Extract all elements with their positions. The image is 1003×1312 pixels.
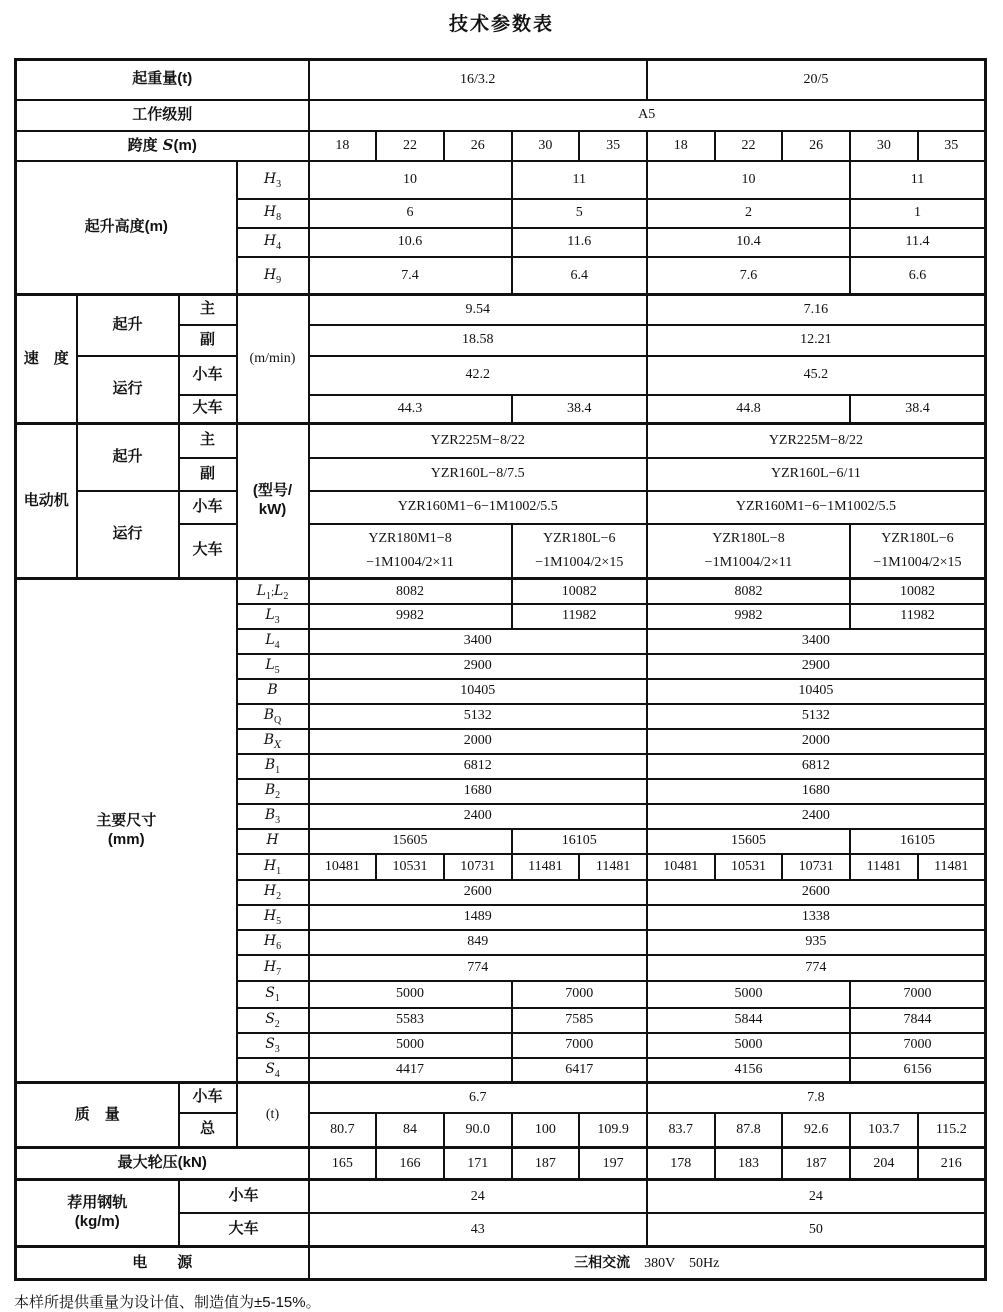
dim-cell: 2900 <box>309 654 647 679</box>
dim-subscript: 3 <box>274 615 280 627</box>
dim-subscript: 1 <box>276 865 282 877</box>
rail-sub-label: 小车 <box>179 1180 309 1213</box>
dim-cell: 5000 <box>647 981 850 1008</box>
dims-label-line1: 主要尺寸 <box>96 811 157 829</box>
dim-cell: 774 <box>309 955 647 981</box>
dim-cell: 7000 <box>512 1033 647 1058</box>
dim-symbol: H <box>263 933 277 950</box>
motor-sub-label: 主 <box>179 424 237 458</box>
dim-subscript: 4 <box>274 1068 280 1080</box>
dim-sub-label <box>237 930 309 955</box>
dim-subscript: 3 <box>274 1044 280 1056</box>
dim-cell: 7585 <box>512 1008 647 1033</box>
dim-cell: 11982 <box>850 604 985 629</box>
dim-symbol: B <box>263 707 275 724</box>
motor-model-line: −1M1004/2×11 <box>704 554 793 570</box>
height-cell: 1 <box>850 199 985 228</box>
dim-symbol: B <box>267 682 278 699</box>
height-cell: 2 <box>647 199 850 228</box>
dim-symbol: H <box>263 233 277 250</box>
speed-sub-label: 大车 <box>179 395 237 424</box>
span-cell: 35 <box>918 131 986 161</box>
mass-cell: 115.2 <box>918 1113 986 1148</box>
dim-subscript: 1 <box>274 993 280 1005</box>
dim-cell: 11481 <box>579 854 647 880</box>
motor-model-line: −1M1004/2×11 <box>366 554 454 570</box>
height-cell: 10.6 <box>309 228 512 257</box>
dim-cell: 6156 <box>850 1058 985 1083</box>
dim-cell: 10405 <box>647 679 985 704</box>
dim-cell: 10082 <box>850 579 985 604</box>
dims-label-line2: (mm) <box>107 830 145 848</box>
dim-symbol: L <box>274 582 284 599</box>
motor-cell: YZR225M−8/22 <box>647 424 985 458</box>
motor-cell: YZR160M1−6−1M1002/5.5 <box>647 491 985 524</box>
rail-cell: 24 <box>647 1180 985 1213</box>
dim-symbol: L <box>265 607 275 624</box>
wheel-load-cell: 171 <box>444 1148 512 1180</box>
dim-cell: 2400 <box>647 804 985 829</box>
motor-section-label: 电动机 <box>16 424 77 579</box>
dim-cell: 5000 <box>309 981 512 1008</box>
motor-model-line: YZR180M1−8 <box>368 530 452 546</box>
dim-subscript: 5 <box>274 665 280 677</box>
dim-sub-label <box>237 905 309 930</box>
span-unit: (m) <box>173 136 197 154</box>
dim-cell: 3400 <box>647 629 985 654</box>
wheel-load-cell: 187 <box>512 1148 580 1180</box>
dim-sub-label <box>237 754 309 779</box>
span-cell: 22 <box>376 131 444 161</box>
height-cell: 5 <box>512 199 647 228</box>
speed-cell: 42.2 <box>309 356 647 395</box>
mass-cell: 90.0 <box>444 1113 512 1148</box>
dim-cell: 10531 <box>376 854 444 880</box>
dim-symbol: H <box>263 170 277 187</box>
speed-cell: 12.21 <box>647 325 985 356</box>
dim-subscript: 4 <box>276 241 282 253</box>
dim-subscript: 5 <box>276 916 282 928</box>
height-cell: 7.4 <box>309 257 512 295</box>
dim-cell: 2900 <box>647 654 985 679</box>
speed-unit: (m/min) <box>237 295 309 424</box>
dim-sub-label <box>237 854 309 880</box>
dim-cell: 7000 <box>850 981 985 1008</box>
mass-unit: (t) <box>237 1083 309 1148</box>
speed-cell: 44.3 <box>309 395 512 424</box>
motor-model-line: −1M1004/2×15 <box>873 554 962 570</box>
rail-label-line2: (kg/m) <box>74 1213 120 1230</box>
motor-sub-label: 小车 <box>179 491 237 524</box>
speed-cell: 38.4 <box>512 395 647 424</box>
motor-unit-line1: (型号/ <box>252 482 293 500</box>
dim-subscript: 1 <box>275 765 281 777</box>
spec-table <box>14 58 987 1281</box>
motor-cell <box>309 524 512 579</box>
dim-cell: 1680 <box>309 779 647 804</box>
dim-cell: 1680 <box>647 779 985 804</box>
mass-cell: 100 <box>512 1113 580 1148</box>
dim-cell: 11982 <box>512 604 647 629</box>
wheel-load-cell: 187 <box>782 1148 850 1180</box>
motor-model-line: YZR180L−8 <box>712 530 785 546</box>
dim-sub-label <box>237 1008 309 1033</box>
dim-cell: 2600 <box>647 880 985 905</box>
dim-cell: 5583 <box>309 1008 512 1033</box>
dim-sub-label <box>237 1033 309 1058</box>
rail-cell: 24 <box>309 1180 647 1213</box>
height-cell: 7.6 <box>647 257 850 295</box>
page-title: 技术参数表 <box>448 14 554 35</box>
rail-section-label <box>16 1180 179 1247</box>
dim-subscript: 3 <box>275 815 281 827</box>
span-label-text: 跨度 <box>127 136 158 154</box>
mass-cell: 7.8 <box>647 1083 985 1113</box>
speed-cell: 7.16 <box>647 295 985 325</box>
motor-model-line: YZR180L−6 <box>543 530 616 546</box>
dim-cell: 9982 <box>309 604 512 629</box>
dim-symbol: S <box>265 1011 275 1028</box>
dim-subscript: 3 <box>276 178 282 190</box>
span-symbol: S <box>162 135 174 154</box>
dim-symbol: B <box>264 782 276 799</box>
dim-subscript: 9 <box>276 274 282 286</box>
height-cell: 11 <box>512 161 647 199</box>
height-cell: 11 <box>850 161 985 199</box>
wheel-load-cell: 204 <box>850 1148 918 1180</box>
dim-symbol: S <box>265 985 275 1002</box>
motor-cell <box>850 524 985 579</box>
speed-section-label: 速 度 <box>16 295 77 424</box>
dim-symbol: H <box>263 908 277 925</box>
height-cell: 6.4 <box>512 257 647 295</box>
dim-cell: 5844 <box>647 1008 850 1033</box>
dim-subscript: 1 <box>265 590 271 602</box>
dim-subscript: 6 <box>276 941 282 953</box>
duty-class-label: 工作级别 <box>16 100 309 131</box>
dim-cell: 6812 <box>647 754 985 779</box>
mass-cell: 84 <box>376 1113 444 1148</box>
dim-cell: 5000 <box>647 1033 850 1058</box>
height-cell: 11.6 <box>512 228 647 257</box>
motor-model-line: −1M1004/2×15 <box>535 554 624 570</box>
dim-symbol: H <box>263 958 277 975</box>
speed-cell: 9.54 <box>309 295 647 325</box>
dim-sub-label <box>237 604 309 629</box>
dim-cell: 11481 <box>918 854 986 880</box>
capacity-label: 起重量(t) <box>16 60 309 100</box>
motor-cell: YZR160M1−6−1M1002/5.5 <box>309 491 647 524</box>
dim-sub-label <box>237 704 309 729</box>
dim-subscript: 2 <box>274 1019 280 1031</box>
dim-cell: 7000 <box>850 1033 985 1058</box>
speed-sub-label: 副 <box>179 325 237 356</box>
dim-sub-label <box>237 1058 309 1083</box>
dim-cell: 4156 <box>647 1058 850 1083</box>
span-cell: 18 <box>647 131 715 161</box>
dim-symbol: B <box>263 732 275 749</box>
dim-subscript: 2 <box>276 891 282 903</box>
mass-cell: 109.9 <box>579 1113 647 1148</box>
motor-sub-label: 副 <box>179 458 237 491</box>
motor-unit-line2: kW) <box>258 501 287 518</box>
dim-symbol: H <box>263 857 277 874</box>
wheel-load-cell: 178 <box>647 1148 715 1180</box>
dim-cell: 10405 <box>309 679 647 704</box>
motor-model-line: YZR180L−6 <box>881 530 954 546</box>
motor-cell: YZR225M−8/22 <box>309 424 647 458</box>
speed-cell: 45.2 <box>647 356 985 395</box>
dim-cell: 10481 <box>309 854 377 880</box>
dim-sub-label <box>237 955 309 981</box>
dim-cell: 10481 <box>647 854 715 880</box>
dim-symbol: H <box>263 266 277 283</box>
height-section-label: 起升高度(m) <box>16 161 237 295</box>
dim-cell: 11481 <box>512 854 580 880</box>
dim-sub-label <box>237 228 309 257</box>
dim-cell: 11481 <box>850 854 918 880</box>
dim-sub-label <box>237 199 309 228</box>
dim-symbol: H <box>263 883 277 900</box>
height-cell: 6.6 <box>850 257 985 295</box>
dim-sub-label <box>237 880 309 905</box>
dim-sub-label <box>237 804 309 829</box>
dim-cell: 849 <box>309 930 647 955</box>
dim-cell: 15605 <box>309 829 512 854</box>
wheel-load-cell: 183 <box>715 1148 783 1180</box>
speed-sub-label: 小车 <box>179 356 237 395</box>
wheel-load-cell: 216 <box>918 1148 986 1180</box>
dim-cell: 7000 <box>512 981 647 1008</box>
dim-sub-label <box>237 654 309 679</box>
dim-cell: 10731 <box>444 854 512 880</box>
dim-cell: 3400 <box>309 629 647 654</box>
dim-cell: 2000 <box>309 729 647 754</box>
dim-symbol: B <box>264 757 276 774</box>
dim-subscript: 2 <box>283 590 289 602</box>
dim-cell: 10731 <box>782 854 850 880</box>
dim-symbol: H <box>266 832 279 849</box>
rail-cell: 43 <box>309 1213 647 1247</box>
dim-cell: 10531 <box>715 854 783 880</box>
span-cell: 18 <box>309 131 377 161</box>
duty-class-value: A5 <box>309 100 986 131</box>
height-cell: 10 <box>647 161 850 199</box>
capacity-cell: 20/5 <box>647 60 985 100</box>
dim-subscript: Q <box>274 715 282 727</box>
dim-symbol: S <box>265 1036 275 1053</box>
mass-cell: 87.8 <box>715 1113 783 1148</box>
dim-cell: 10082 <box>512 579 647 604</box>
dim-sub-label <box>237 779 309 804</box>
dim-sub-label <box>237 679 309 704</box>
motor-sub-label: 大车 <box>179 524 237 579</box>
dim-cell: 16105 <box>512 829 647 854</box>
motor-cell: YZR160L−8/7.5 <box>309 458 647 491</box>
mass-cell: 83.7 <box>647 1113 715 1148</box>
wheel-load-cell: 166 <box>376 1148 444 1180</box>
span-cell: 30 <box>512 131 580 161</box>
dim-symbol: B <box>264 807 276 824</box>
wheel-load-cell: 197 <box>579 1148 647 1180</box>
dim-cell: 9982 <box>647 604 850 629</box>
hoist-group-label: 起升 <box>77 295 179 356</box>
dim-sub-label <box>237 729 309 754</box>
wheel-load-cell: 165 <box>309 1148 377 1180</box>
dim-sub-label <box>237 579 309 604</box>
power-label: 电 源 <box>16 1247 309 1280</box>
dim-symbol: S <box>265 1061 275 1077</box>
dim-cell: 6417 <box>512 1058 647 1083</box>
power-type: 三相交流 <box>574 1253 631 1270</box>
power-spec: 380V 50Hz <box>644 1255 720 1271</box>
dim-cell: 5132 <box>309 704 647 729</box>
mass-sub-label: 总 <box>179 1113 237 1148</box>
motor-cell <box>512 524 647 579</box>
dim-cell: 1338 <box>647 905 985 930</box>
height-cell: 10 <box>309 161 512 199</box>
motor-unit <box>237 424 309 579</box>
footnote: 本样所提供重量为设计值、制造值为±5-15%。 <box>14 1294 321 1311</box>
rail-cell: 50 <box>647 1213 985 1247</box>
rail-sub-label: 大车 <box>179 1213 309 1247</box>
dim-cell: 8082 <box>309 579 512 604</box>
dim-cell: 5132 <box>647 704 985 729</box>
travel-group-label: 运行 <box>77 356 179 424</box>
rail-label-line1: 荐用钢轨 <box>67 1194 128 1212</box>
dim-symbol: H <box>263 204 277 221</box>
height-cell: 11.4 <box>850 228 985 257</box>
dim-symbol: L <box>265 632 275 649</box>
span-cell: 30 <box>850 131 918 161</box>
power-value <box>309 1247 986 1280</box>
dim-cell: 16105 <box>850 829 985 854</box>
height-cell: 6 <box>309 199 512 228</box>
travel-group-label: 运行 <box>77 491 179 579</box>
span-cell: 26 <box>444 131 512 161</box>
span-label <box>16 131 309 161</box>
dim-sub-label <box>237 829 309 854</box>
speed-sub-label: 主 <box>179 295 237 325</box>
dim-separator: ; <box>270 585 275 598</box>
dim-sub-label <box>237 257 309 295</box>
dim-subscript: 7 <box>276 966 282 978</box>
height-cell: 10.4 <box>647 228 850 257</box>
span-cell: 22 <box>715 131 783 161</box>
dim-cell: 1489 <box>309 905 647 930</box>
dim-sub-label <box>237 629 309 654</box>
hoist-group-label: 起升 <box>77 424 179 491</box>
capacity-cell: 16/3.2 <box>309 60 647 100</box>
mass-cell: 92.6 <box>782 1113 850 1148</box>
dim-cell: 4417 <box>309 1058 512 1083</box>
dim-cell: 2000 <box>647 729 985 754</box>
mass-cell: 6.7 <box>309 1083 647 1113</box>
dim-cell: 935 <box>647 930 985 955</box>
motor-cell <box>647 524 850 579</box>
wheel-load-label: 最大轮压(kN) <box>16 1148 309 1180</box>
dim-sub-label <box>237 981 309 1008</box>
mass-cell: 80.7 <box>309 1113 377 1148</box>
mass-cell: 103.7 <box>850 1113 918 1148</box>
speed-cell: 38.4 <box>850 395 985 424</box>
dim-cell: 5000 <box>309 1033 512 1058</box>
span-cell: 35 <box>579 131 647 161</box>
dim-subscript: 8 <box>276 212 282 224</box>
dim-sub-label <box>237 161 309 199</box>
dim-symbol: L <box>265 657 275 674</box>
dim-cell: 774 <box>647 955 985 981</box>
span-cell: 26 <box>782 131 850 161</box>
dim-subscript: X <box>274 740 282 752</box>
dim-cell: 6812 <box>309 754 647 779</box>
speed-cell: 44.8 <box>647 395 850 424</box>
dim-cell: 8082 <box>647 579 850 604</box>
speed-cell: 18.58 <box>309 325 647 356</box>
dim-subscript: 2 <box>275 790 281 802</box>
dim-subscript: 4 <box>274 640 280 652</box>
mass-sub-label: 小车 <box>179 1083 237 1113</box>
dim-cell: 7844 <box>850 1008 985 1033</box>
dim-cell: 15605 <box>647 829 850 854</box>
dims-section-label <box>16 579 237 1083</box>
motor-cell: YZR160L−6/11 <box>647 458 985 491</box>
dim-cell: 2600 <box>309 880 647 905</box>
mass-section-label: 质 量 <box>16 1083 179 1148</box>
dim-cell: 2400 <box>309 804 647 829</box>
dim-symbol: L <box>256 582 266 599</box>
